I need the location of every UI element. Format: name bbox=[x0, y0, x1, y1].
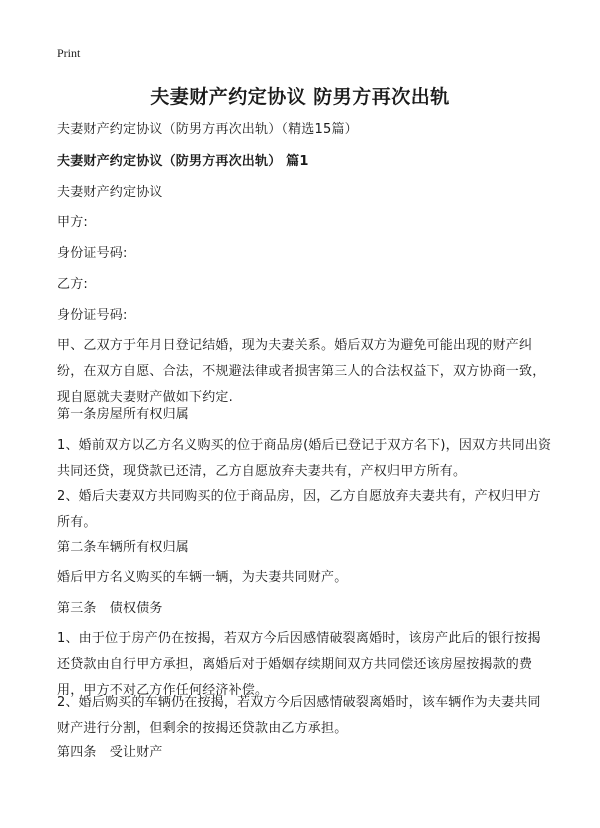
article-2-heading: 第二条车辆所有权归属 bbox=[57, 540, 190, 555]
print-link[interactable]: Print bbox=[57, 46, 81, 60]
article-2-body: 婚后甲方名义购买的车辆一辆，为夫妻共同财产。 bbox=[57, 570, 348, 585]
paragraph-preamble: 甲、乙双方于年月日登记结婚，现为夫妻关系。婚后双方为避免可能出现的财产纠纷，在双方自愿、合法，不规避法律或者损害第三人的合法权益下，双方协商一致，现自愿就夫妻财产做如下约定. bbox=[57, 338, 546, 405]
paragraph-party-b: 乙方: bbox=[57, 277, 88, 292]
article-3-heading: 第三条 债权债务 bbox=[57, 601, 163, 616]
paragraph-agreement-name: 夫妻财产约定协议 bbox=[57, 185, 163, 200]
article-1-clause-1: 1、婚前双方以乙方名义购买的位于商品房(婚后已登记于双方名下)，因双方共同出资共同还贷，现贷款已还清，乙方自愿放弃夫妻共有，产权归甲方所有。 bbox=[57, 438, 552, 479]
article-3-clause-1: 1、由于位于房产仍在按揭，若双方今后因感情破裂离婚时，该房产此后的银行按揭还贷款由自行甲方承担，离婚后对于婚姻存续期间双方共同偿还该房屋按揭款的费用，甲方不对乙方作任何经济补偿。 bbox=[57, 631, 541, 698]
paragraph-party-b-id: 身份证号码: bbox=[57, 308, 128, 323]
document-title: 夫妻财产约定协议 防男方再次出轨 bbox=[150, 86, 450, 108]
paragraph-party-a: 甲方: bbox=[57, 215, 88, 230]
section-heading: 夫妻财产约定协议（防男方再次出轨） 篇1 bbox=[57, 154, 309, 169]
article-1-heading: 第一条房屋所有权归属 bbox=[57, 407, 190, 422]
document-subtitle: 夫妻财产约定协议（防男方再次出轨）（精选15篇） bbox=[57, 122, 358, 137]
article-4-heading: 第四条 受让财产 bbox=[57, 745, 163, 760]
article-1-clause-2: 2、婚后夫妻双方共同购买的位于商品房，因，乙方自愿放弃夫妻共有，产权归甲方所有。 bbox=[57, 489, 541, 530]
paragraph-party-a-id: 身份证号码: bbox=[57, 246, 128, 261]
article-3-clause-2: 2、婚后购买的车辆仍在按揭，若双方今后因感情破裂离婚时，该车辆作为夫妻共同财产进行分割，但剩余的按揭还贷款由乙方承担。 bbox=[57, 695, 541, 736]
